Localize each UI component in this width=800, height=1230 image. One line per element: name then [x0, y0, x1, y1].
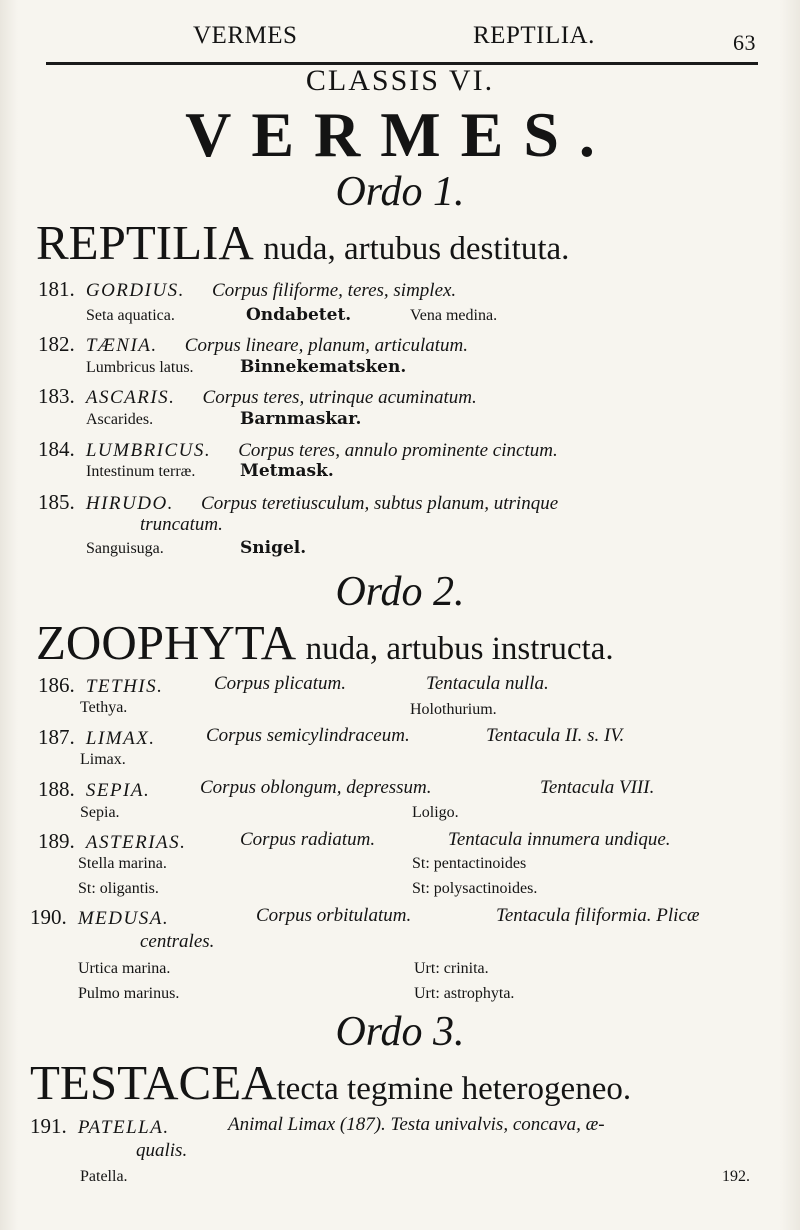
entry-number: 182. [38, 332, 75, 356]
genus-diagnosis: Corpus orbitulatum. [256, 905, 412, 926]
synonym: St: oligantis. [78, 880, 159, 897]
genus-name: SEPIA. [85, 780, 151, 801]
entry-186 [38, 673, 163, 698]
synonym: Loligo. [412, 804, 459, 821]
ordo-1-name: REPTILIA [36, 215, 252, 270]
genus-name: HIRUDO. [85, 493, 174, 514]
synonym: Ascarides. [86, 411, 154, 428]
ordo-2-desc: nuda, artubus instructa. [305, 631, 614, 667]
ordo-1-title [36, 214, 569, 271]
synonym: Urtica marina. [78, 960, 171, 977]
entry-number: 187. [38, 725, 75, 749]
genus-diagnosis: Corpus teres, utrinque acuminatum. [202, 387, 477, 408]
vernacular-name: Metmask. [240, 461, 334, 481]
genus-diagnosis: Corpus filiforme, teres, simplex. [212, 280, 457, 301]
ordo-3-heading: Ordo 3. [335, 1009, 465, 1055]
genus-name: LUMBRICUS. [85, 440, 212, 461]
synonym: Holothurium. [410, 701, 497, 718]
entry-185 [38, 490, 558, 515]
vernacular-name: Binnekematsken. [240, 357, 407, 377]
genus-name: PATELLA. [77, 1117, 170, 1138]
genus-diagnosis-cont: centrales. [140, 931, 215, 952]
synonym: Pulmo marinus. [78, 985, 180, 1002]
genus-name: GORDIUS. [85, 280, 185, 301]
vernacular-name: Barnmaskar. [240, 409, 362, 429]
ordo-3-name: TESTACEA [30, 1055, 277, 1110]
genus-diagnosis: Corpus semicylindraceum. [206, 725, 410, 746]
synonym: Patella. [80, 1168, 128, 1185]
genus-name: TETHIS. [85, 676, 164, 697]
vernacular-name: Snigel. [240, 538, 307, 558]
genus-name: TÆNIA. [85, 335, 158, 356]
page-number: 63 [733, 30, 756, 55]
genus-diagnosis: Corpus teres, annulo prominente cinctum. [238, 440, 558, 461]
entry-181 [38, 277, 456, 302]
entry-184 [38, 437, 558, 462]
entry-number: 191. [30, 1114, 67, 1138]
synonym: Lumbricus latus. [86, 359, 194, 376]
ordo-1-desc: nuda, artubus destituta. [263, 231, 570, 267]
class-heading: CLASSIS VI. [305, 64, 495, 97]
synonym: Urt: astrophyta. [414, 985, 515, 1002]
genus-diagnosis: Corpus plicatum. [214, 673, 346, 694]
synonym: Seta aquatica. [86, 307, 175, 324]
synonym: Sanguisuga. [86, 540, 164, 557]
ordo-3-desc: tecta tegmine heterogeneo. [276, 1071, 632, 1107]
entry-number: 181. [38, 277, 75, 301]
entry-number: 188. [38, 777, 75, 801]
synonym: St: pentactinoides [412, 855, 527, 872]
entry-190 [30, 905, 169, 930]
genus-diagnosis-cont: truncatum. [140, 514, 223, 535]
genus-name: ASCARIS. [85, 387, 176, 408]
running-head-left: VERMES [193, 22, 298, 49]
tentacle-diagnosis: Tentacula nulla. [426, 673, 549, 694]
synonym: Vena medina. [410, 307, 498, 324]
genus-diagnosis: Corpus teretiusculum, subtus planum, utrinque [201, 493, 559, 514]
genus-name: MEDUSA. [77, 908, 170, 929]
synonym: St: polysactinoides. [412, 880, 538, 897]
genus-name: ASTERIAS. [85, 832, 187, 853]
entry-number: 189. [38, 829, 75, 853]
synonym: Stella marina. [78, 855, 167, 872]
entry-number: 190. [30, 905, 67, 929]
entry-191 [30, 1114, 170, 1139]
ordo-2-heading: Ordo 2. [335, 569, 465, 615]
genus-name: LIMAX. [85, 728, 156, 749]
ordo-2-title [36, 614, 614, 671]
synonym: Limax. [80, 751, 126, 768]
synonym: Sepia. [80, 804, 120, 821]
entry-182 [38, 332, 468, 357]
entry-number: 184. [38, 437, 75, 461]
genus-diagnosis: Animal Limax (187). Testa univalvis, concava, æ- [228, 1114, 605, 1135]
ordo-2-name: ZOOPHYTA [36, 615, 294, 670]
ordo-1-heading: Ordo 1. [335, 169, 465, 215]
tentacle-diagnosis: Tentacula filiformia. Plicæ [496, 905, 700, 926]
tentacle-diagnosis: Tentacula innumera undique. [448, 829, 671, 850]
catchword: 192. [722, 1168, 750, 1185]
entry-number: 183. [38, 384, 75, 408]
running-head-center: REPTILIA. [473, 22, 595, 49]
entry-188 [38, 777, 150, 802]
entry-187 [38, 725, 156, 750]
entry-number: 185. [38, 490, 75, 514]
genus-diagnosis: Corpus lineare, planum, articulatum. [184, 335, 469, 356]
entry-number: 186. [38, 673, 75, 697]
genus-diagnosis: Corpus radiatum. [240, 829, 376, 850]
entry-183 [38, 384, 477, 409]
vernacular-name: Ondabetet. [246, 305, 352, 325]
genus-diagnosis-cont: qualis. [136, 1140, 188, 1161]
synonym: Tethya. [80, 699, 128, 716]
page-title: VERMES. [185, 99, 615, 170]
ordo-3-title [30, 1054, 631, 1111]
synonym: Intestinum terræ. [86, 463, 196, 480]
tentacle-diagnosis: Tentacula VIII. [540, 777, 655, 798]
entry-189 [38, 829, 186, 854]
tentacle-diagnosis: Tentacula II. s. IV. [486, 725, 625, 746]
genus-diagnosis: Corpus oblongum, depressum. [200, 777, 432, 798]
synonym: Urt: crinita. [414, 960, 489, 977]
